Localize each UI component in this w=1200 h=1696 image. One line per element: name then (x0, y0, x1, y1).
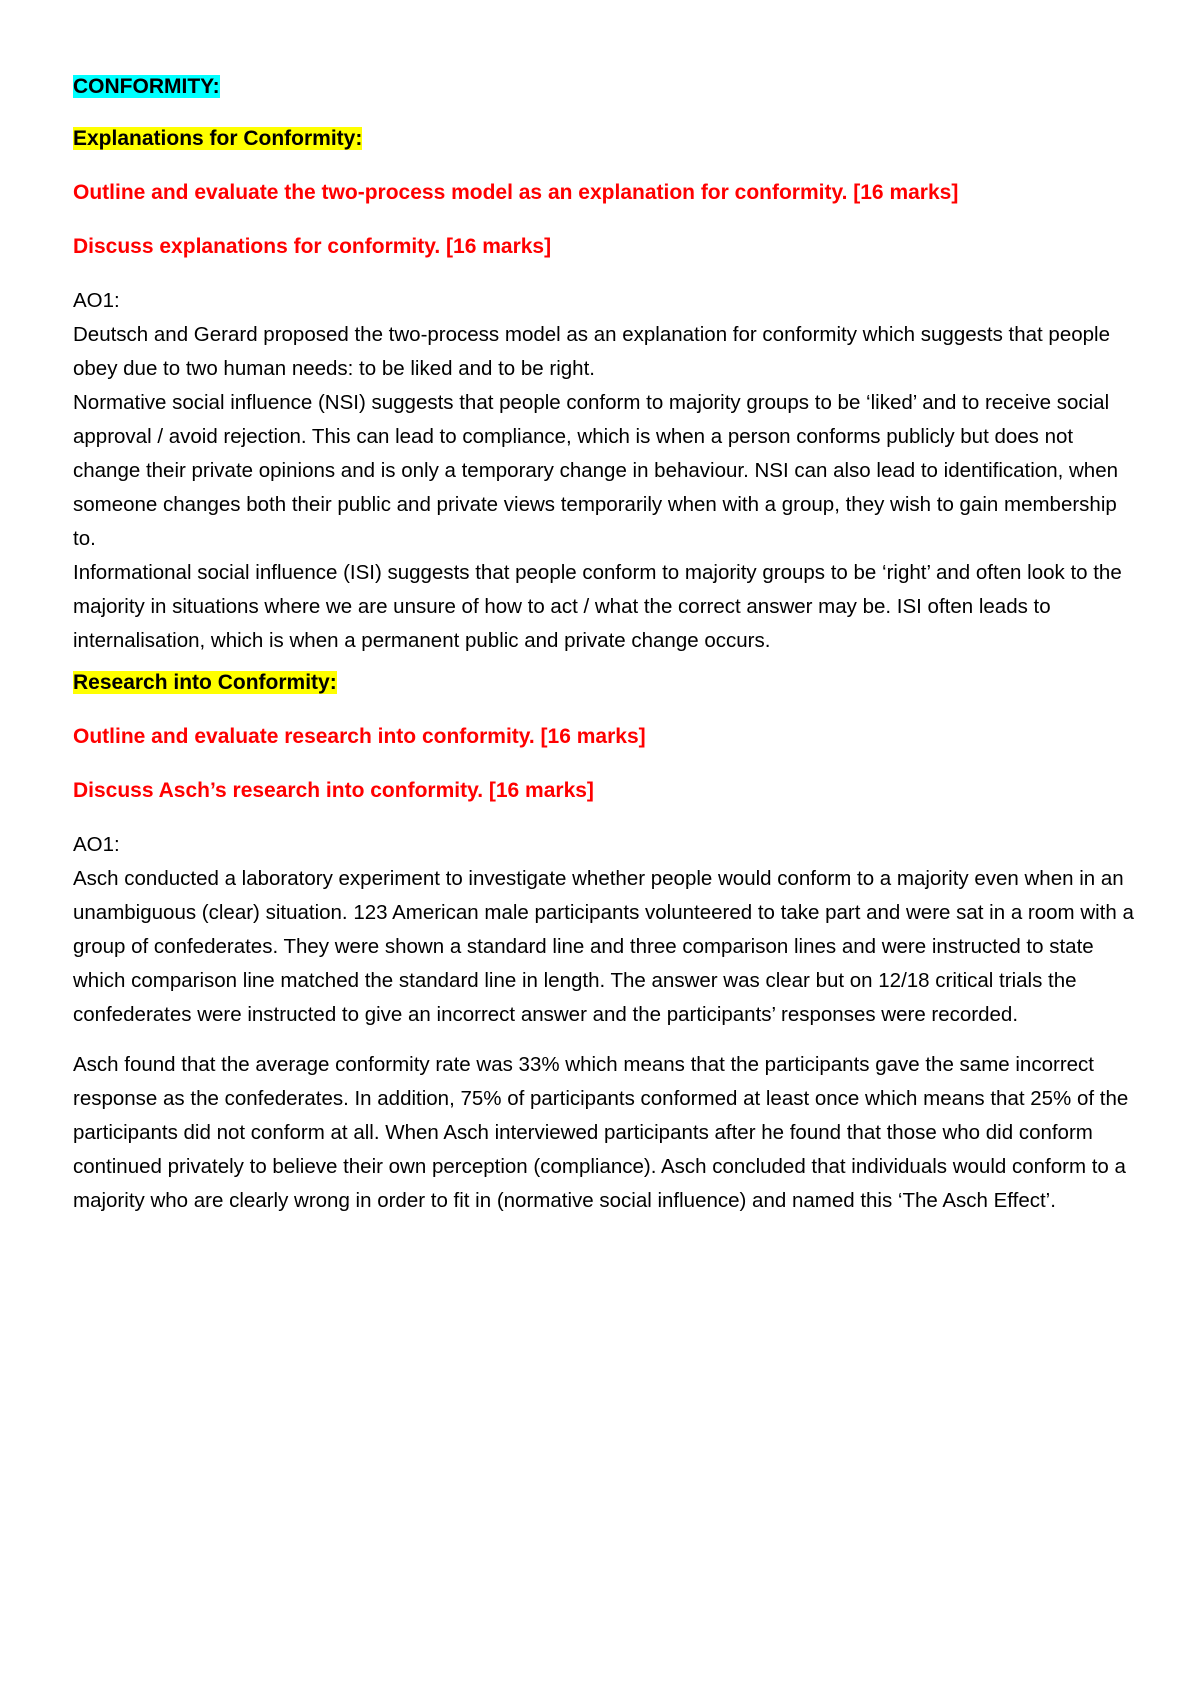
ao-label: AO1: (73, 289, 120, 312)
section-heading-explanations: Explanations for Conformity: (73, 127, 363, 150)
exam-question: Outline and evaluate the two-process model as an explanation for conformity. [16 marks] (73, 181, 959, 204)
section-heading-research: Research into Conformity: (73, 671, 337, 694)
exam-question: Discuss Asch’s research into conformity. [16 marks] (73, 779, 594, 802)
section-body-research (73, 828, 1143, 1218)
exam-question: Outline and evaluate research into conformity. [16 marks] (73, 725, 646, 748)
document-title: CONFORMITY: (73, 75, 220, 98)
paragraph: Asch found that the average conformity rate was 33% which means that the participants gave the same incorrect response as the confederates. In addition, 75% of participants conformed at least once which means that 25% of the participants did not conform at all. When Asch interviewed participants after he found that those who did conform continued privately to believe their own perception (compliance). Asch concluded that individuals would conform to a majority who are clearly wrong in order to fit in (normative social influence) and named this ‘The Asch Effect’. (73, 1053, 1129, 1212)
paragraph: Asch conducted a laboratory experiment to investigate whether people would conform to a majority even when in an unambiguous (clear) situation. 123 American male participants volunteered to take part and were sat in a room with a group of confederates. They were shown a standard line and three comparison lines and were instructed to state which comparison line matched the standard line in length. The answer was clear but on 12/18 critical trials the confederates were instructed to give an incorrect answer and the participants’ responses were recorded. (73, 867, 1134, 1026)
paragraph: Deutsch and Gerard proposed the two-process model as an explanation for conformity which suggests that people obey due to two human needs: to be liked and to be right. (73, 323, 1110, 380)
paragraph: Normative social influence (NSI) suggests that people conform to majority groups to be ‘liked’ and to receive social approval / avoid rejection. This can lead to compliance, which is when a person conforms publicly but does not change their private opinions and is only a temporary change in behaviour. NSI can also lead to identification, when someone changes both their public and private views temporarily when with a group, they wish to gain membership to. (73, 391, 1119, 550)
paragraph: Informational social influence (ISI) suggests that people conform to majority groups to be ‘right’ and often look to the majority in situations where we are unsure of how to act / what the correct answer may be. ISI often leads to internalisation, which is when a permanent public and private change occurs. (73, 561, 1122, 652)
section-body-explanations (73, 284, 1143, 658)
exam-question: Discuss explanations for conformity. [16 marks] (73, 235, 552, 258)
ao-label: AO1: (73, 833, 120, 856)
